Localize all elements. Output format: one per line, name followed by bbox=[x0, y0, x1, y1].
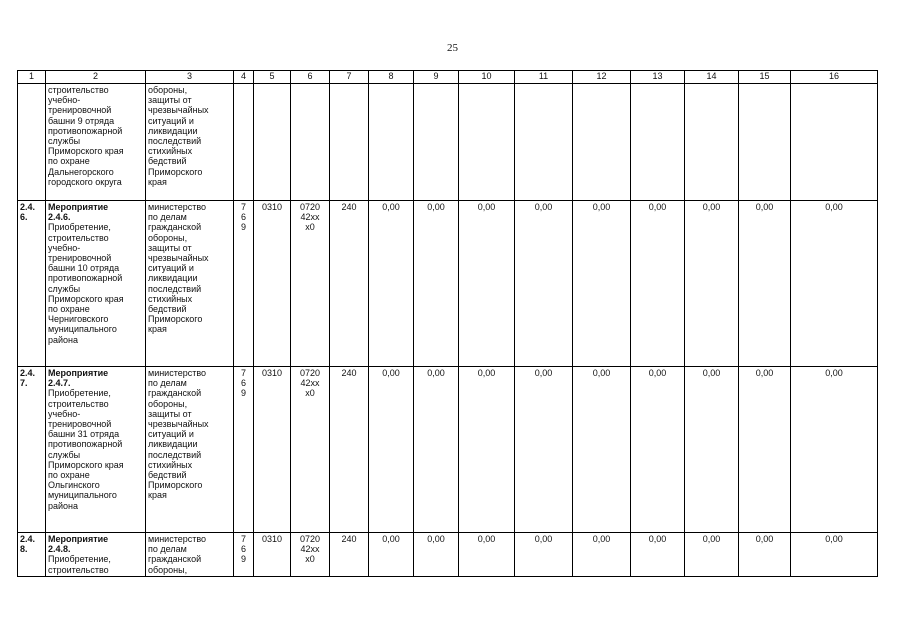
cell-line: 7. bbox=[20, 378, 28, 389]
header-cell: 15 bbox=[739, 71, 791, 84]
cell-line: 6. bbox=[20, 212, 28, 223]
target-article-cell bbox=[291, 533, 330, 577]
grbs-code-cell bbox=[234, 533, 254, 577]
value-cell bbox=[791, 84, 878, 201]
header-cell: 11 bbox=[515, 71, 573, 84]
cell-line: Приморского края bbox=[48, 459, 124, 470]
cell-line: 2.4.7. bbox=[48, 378, 71, 389]
cell-line: края bbox=[148, 324, 167, 335]
value-cell bbox=[414, 84, 459, 201]
cell-line: учебно- bbox=[48, 95, 81, 106]
cell-line: защиты от bbox=[148, 408, 192, 419]
cell-line: обороны, bbox=[148, 564, 188, 575]
cell-line: Черниговского bbox=[48, 314, 109, 325]
header-cell: 4 bbox=[234, 71, 254, 84]
value-cell: 0,00 bbox=[631, 201, 685, 367]
cell-line: противопожарной bbox=[48, 439, 123, 450]
value-cell: 0,00 bbox=[685, 201, 739, 367]
value-cell: 0,00 bbox=[791, 367, 878, 533]
value-cell bbox=[685, 84, 739, 201]
header-row bbox=[18, 71, 878, 84]
cell-line: Приморского bbox=[148, 166, 203, 177]
value-cell: 0,00 bbox=[739, 201, 791, 367]
activity-number-cell bbox=[18, 367, 46, 533]
activity-name-cell bbox=[46, 367, 146, 533]
value-cell: 0,00 bbox=[515, 367, 573, 533]
cell-line: последствий bbox=[148, 449, 202, 460]
cell-line: 9 bbox=[240, 554, 246, 565]
cell-line: Приморского края bbox=[48, 293, 124, 304]
cell-line: ликвидации bbox=[148, 273, 198, 284]
expense-type-cell: 240 bbox=[330, 201, 369, 367]
cell-line: 9 bbox=[240, 222, 246, 233]
value-cell: 0,00 bbox=[414, 201, 459, 367]
value-cell: 0,00 bbox=[369, 367, 414, 533]
grbs-code-cell bbox=[234, 201, 254, 367]
cell-line: 0720 bbox=[299, 534, 321, 544]
cell-line: городского округа bbox=[48, 176, 122, 187]
expense-type-cell: 240 bbox=[330, 367, 369, 533]
header-cell: 6 bbox=[291, 71, 330, 84]
cell-line: района bbox=[48, 334, 79, 345]
header-cell: 13 bbox=[631, 71, 685, 84]
value-cell: 0,00 bbox=[515, 201, 573, 367]
cell-line: x0 bbox=[305, 554, 315, 565]
cell-line: x0 bbox=[305, 388, 315, 399]
value-cell bbox=[515, 84, 573, 201]
page-number: 25 bbox=[447, 42, 458, 54]
header-cell: 9 bbox=[414, 71, 459, 84]
expense-type-cell bbox=[330, 84, 369, 201]
responsible-executor-cell bbox=[146, 84, 234, 201]
cell-line: края bbox=[148, 490, 167, 501]
table-row bbox=[18, 533, 878, 577]
value-cell bbox=[459, 84, 515, 201]
value-cell: 0,00 bbox=[369, 533, 414, 577]
table-row bbox=[18, 201, 878, 367]
header-cell: 14 bbox=[685, 71, 739, 84]
value-cell: 0,00 bbox=[631, 533, 685, 577]
section-code-cell bbox=[254, 84, 291, 201]
value-cell: 0,00 bbox=[791, 201, 878, 367]
value-cell: 0,00 bbox=[459, 201, 515, 367]
value-cell: 0,00 bbox=[631, 367, 685, 533]
responsible-executor-cell bbox=[146, 533, 234, 577]
value-cell: 0,00 bbox=[459, 533, 515, 577]
value-cell: 0,00 bbox=[573, 533, 631, 577]
cell-line: 2.4.6. bbox=[48, 212, 71, 223]
cell-line: министерство bbox=[148, 534, 207, 544]
cell-line: Приморского bbox=[148, 480, 203, 491]
cell-line: Ольгинского bbox=[48, 480, 100, 491]
cell-line: 0720 bbox=[299, 202, 321, 212]
cell-line: по охране bbox=[48, 470, 90, 481]
cell-line: по делам bbox=[148, 212, 187, 223]
cell-line: 8. bbox=[20, 544, 28, 555]
value-cell: 0,00 bbox=[369, 201, 414, 367]
activity-name-cell bbox=[46, 533, 146, 577]
cell-line: Приморского края bbox=[48, 146, 124, 157]
cell-line: x0 bbox=[305, 222, 315, 233]
header-cell: 10 bbox=[459, 71, 515, 84]
cell-line: тренировочной bbox=[48, 105, 112, 116]
expense-type-cell: 240 bbox=[330, 533, 369, 577]
grbs-code-cell bbox=[234, 367, 254, 533]
value-cell: 0,00 bbox=[573, 201, 631, 367]
responsible-executor-cell bbox=[146, 367, 234, 533]
value-cell bbox=[739, 84, 791, 201]
target-article-cell bbox=[291, 201, 330, 367]
cell-line: Приобретение, bbox=[48, 388, 111, 399]
cell-line: службы bbox=[48, 283, 81, 294]
cell-line: 7 bbox=[240, 534, 246, 544]
section-code-cell: 0310 bbox=[254, 533, 291, 577]
cell-line: 9 bbox=[240, 388, 246, 399]
cell-line: по делам bbox=[148, 378, 187, 389]
header-cell: 7 bbox=[330, 71, 369, 84]
value-cell: 0,00 bbox=[791, 533, 878, 577]
cell-line: по делам bbox=[148, 544, 187, 555]
header-cell: 3 bbox=[146, 71, 234, 84]
cell-line: бедствий bbox=[148, 470, 187, 481]
cell-line: 2.4. bbox=[20, 534, 36, 544]
cell-line: последствий bbox=[148, 136, 202, 147]
cell-line: по охране bbox=[48, 156, 90, 167]
activity-number-cell bbox=[18, 84, 46, 201]
cell-line: Мероприятие bbox=[48, 202, 109, 212]
cell-line: 42xx bbox=[300, 544, 320, 555]
cell-line: Мероприятие bbox=[48, 368, 109, 378]
cell-line: Приобретение, bbox=[48, 554, 111, 565]
cell-line: стихийных bbox=[148, 459, 193, 470]
cell-line: района bbox=[48, 500, 79, 511]
header-cell: 16 bbox=[791, 71, 878, 84]
cell-line: ситуаций и bbox=[148, 429, 194, 440]
value-cell: 0,00 bbox=[414, 533, 459, 577]
cell-line: края bbox=[148, 176, 167, 187]
value-cell: 0,00 bbox=[414, 367, 459, 533]
value-cell: 0,00 bbox=[739, 533, 791, 577]
cell-line: защиты от bbox=[148, 95, 192, 106]
cell-line: чрезвычайных bbox=[148, 253, 209, 264]
cell-line: строительство bbox=[48, 564, 109, 575]
cell-line: обороны, bbox=[148, 232, 188, 243]
cell-line: противопожарной bbox=[48, 273, 123, 284]
activity-number-cell bbox=[18, 533, 46, 577]
cell-line: гражданской bbox=[148, 388, 202, 399]
cell-line: службы bbox=[48, 136, 81, 147]
cell-line: Приобретение, bbox=[48, 222, 111, 233]
responsible-executor-cell bbox=[146, 201, 234, 367]
cell-line: стихийных bbox=[148, 146, 193, 157]
cell-line: бедствий bbox=[148, 304, 187, 315]
cell-line: тренировочной bbox=[48, 253, 112, 264]
table-row bbox=[18, 367, 878, 533]
cell-line: ликвидации bbox=[148, 439, 198, 450]
value-cell: 0,00 bbox=[685, 533, 739, 577]
cell-line: Приморского bbox=[148, 314, 203, 325]
target-article-cell bbox=[291, 367, 330, 533]
cell-line: чрезвычайных bbox=[148, 105, 209, 116]
cell-line: 42xx bbox=[300, 378, 320, 389]
cell-line: 7 bbox=[240, 368, 246, 378]
header-cell: 2 bbox=[46, 71, 146, 84]
cell-line: по охране bbox=[48, 304, 90, 315]
cell-line: стихийных bbox=[148, 293, 193, 304]
header-cell: 8 bbox=[369, 71, 414, 84]
cell-line: обороны, bbox=[148, 398, 188, 409]
value-cell bbox=[631, 84, 685, 201]
header-cell: 5 bbox=[254, 71, 291, 84]
cell-line: Мероприятие bbox=[48, 534, 109, 544]
cell-line: бедствий bbox=[148, 156, 187, 167]
cell-line: Дальнегорского bbox=[48, 166, 114, 177]
cell-line: 6 bbox=[240, 212, 246, 223]
cell-line: 0720 bbox=[299, 368, 321, 378]
cell-line: 2.4.8. bbox=[48, 544, 71, 555]
cell-line: строительство bbox=[48, 85, 109, 95]
cell-line: министерство bbox=[148, 202, 207, 212]
cell-line: 42xx bbox=[300, 212, 320, 223]
activity-name-cell bbox=[46, 84, 146, 201]
value-cell: 0,00 bbox=[515, 533, 573, 577]
target-article-cell bbox=[291, 84, 330, 201]
cell-line: башни 10 отряда bbox=[48, 263, 120, 274]
cell-line: строительство bbox=[48, 232, 109, 243]
cell-line: муниципального bbox=[48, 324, 117, 335]
cell-line: службы bbox=[48, 449, 81, 460]
value-cell bbox=[369, 84, 414, 201]
value-cell: 0,00 bbox=[685, 367, 739, 533]
cell-line: учебно- bbox=[48, 408, 81, 419]
cell-line: гражданской bbox=[148, 554, 202, 565]
value-cell: 0,00 bbox=[573, 367, 631, 533]
cell-line: ситуаций и bbox=[148, 263, 194, 274]
cell-line: обороны, bbox=[148, 85, 188, 95]
cell-line: башни 31 отряда bbox=[48, 429, 120, 440]
table-row bbox=[18, 84, 878, 201]
cell-line: последствий bbox=[148, 283, 202, 294]
activity-name-cell bbox=[46, 201, 146, 367]
cell-line: противопожарной bbox=[48, 125, 123, 136]
section-code-cell: 0310 bbox=[254, 367, 291, 533]
cell-line: 2.4. bbox=[20, 368, 36, 378]
cell-line: 6 bbox=[240, 378, 246, 389]
budget-table bbox=[17, 70, 878, 577]
cell-line: чрезвычайных bbox=[148, 419, 209, 430]
section-code-cell: 0310 bbox=[254, 201, 291, 367]
grbs-code-cell bbox=[234, 84, 254, 201]
header-cell: 12 bbox=[573, 71, 631, 84]
cell-line: 6 bbox=[240, 544, 246, 555]
cell-line: защиты от bbox=[148, 242, 192, 253]
value-cell: 0,00 bbox=[459, 367, 515, 533]
value-cell: 0,00 bbox=[739, 367, 791, 533]
cell-line: 2.4. bbox=[20, 202, 36, 212]
cell-line: башни 9 отряда bbox=[48, 115, 115, 126]
cell-line: строительство bbox=[48, 398, 109, 409]
cell-line: учебно- bbox=[48, 242, 81, 253]
cell-line: ситуаций и bbox=[148, 115, 194, 126]
header-cell: 1 bbox=[18, 71, 46, 84]
cell-line: тренировочной bbox=[48, 419, 112, 430]
cell-line: министерство bbox=[148, 368, 207, 378]
cell-line: муниципального bbox=[48, 490, 117, 501]
cell-line: 7 bbox=[240, 202, 246, 212]
cell-line: ликвидации bbox=[148, 125, 198, 136]
value-cell bbox=[573, 84, 631, 201]
activity-number-cell bbox=[18, 201, 46, 367]
cell-line: гражданской bbox=[148, 222, 202, 233]
